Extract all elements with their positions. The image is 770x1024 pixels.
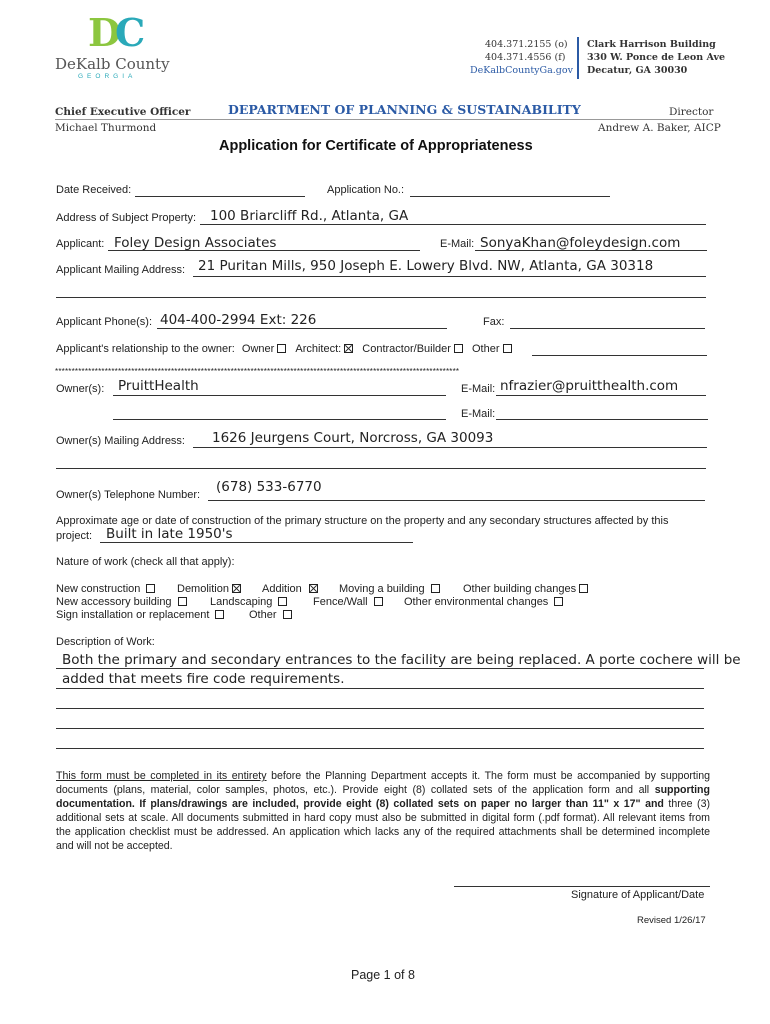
description-field-1[interactable] <box>56 668 704 669</box>
notice-part-2: three (3) additional sets at scale. All documents submitted in hard copy must also be submitted in digital form (.pdf format). All relevant items from the application checklist must be addressed. An application which lacks any of the required attachments shall be determined incomplete and will not be accepted. <box>56 798 711 852</box>
owner-email2-field[interactable] <box>496 419 708 420</box>
fax-label: Fax: <box>483 316 505 328</box>
notice-bold: supporting documentation. If plans/drawings are included, provide eight (8) collated sets on paper no larger than 11" x 17" and <box>56 784 710 810</box>
rel-architect-checkbox[interactable] <box>344 344 353 353</box>
age-value: Built in late 1950's <box>106 526 233 542</box>
header-rule <box>55 119 710 120</box>
work-new-accessory: New accessory building <box>56 596 187 608</box>
address-label: Address of Subject Property: <box>56 212 197 224</box>
work-addition: Addition <box>262 583 318 595</box>
applicant-email-value: SonyaKhan@foleydesign.com <box>480 235 681 251</box>
owner-field[interactable] <box>113 395 446 396</box>
work-landscaping: Landscaping <box>210 596 287 608</box>
work-sign: Sign installation or replacement <box>56 609 224 621</box>
work-demolition-checkbox[interactable] <box>232 584 241 593</box>
submission-notice <box>56 769 710 853</box>
owner-phone-label: Owner(s) Telephone Number: <box>56 489 201 501</box>
separator-stars: ************************************************************************************************************************** <box>55 367 460 376</box>
applicant-value: Foley Design Associates <box>114 235 277 251</box>
owner-email2-label: E-Mail: <box>461 408 496 420</box>
director-name: Andrew A. Baker, AICP <box>598 122 721 134</box>
work-sign-checkbox[interactable] <box>215 610 224 619</box>
owner-phone-value: (678) 533-6770 <box>216 479 322 495</box>
ceo-name: Michael Thurmond <box>55 122 157 134</box>
relationship-row <box>56 343 512 355</box>
applicant-mailing-label: Applicant Mailing Address: <box>56 264 186 276</box>
rel-other-checkbox[interactable] <box>503 344 512 353</box>
logo-state: GEORGIA <box>78 73 137 80</box>
work-addition-checkbox[interactable] <box>309 584 318 593</box>
owner-phone-field[interactable] <box>208 500 705 501</box>
work-other: Other <box>249 609 292 621</box>
work-landscaping-checkbox[interactable] <box>278 597 287 606</box>
application-no-label: Application No.: <box>327 184 405 196</box>
ceo-title: Chief Executive Officer <box>55 106 191 118</box>
address-building: Clark Harrison Building <box>587 39 716 50</box>
form-title: Application for Certificate of Appropriateness <box>219 138 533 154</box>
work-new-construction-checkbox[interactable] <box>146 584 155 593</box>
relationship-label: Applicant's relationship to the owner: <box>56 343 235 355</box>
logo-county-name: DeKalb County <box>55 55 170 73</box>
work-other-building: Other building changes <box>463 583 588 595</box>
work-other-env-checkbox[interactable] <box>554 597 563 606</box>
address-street: 330 W. Ponce de Leon Ave <box>587 52 726 63</box>
rel-owner-label: Owner <box>241 343 275 355</box>
rel-contractor-checkbox[interactable] <box>454 344 463 353</box>
date-received-label: Date Received: <box>56 184 132 196</box>
contact-website[interactable]: DeKalbCountyGa.gov <box>470 65 573 76</box>
rel-owner-checkbox[interactable] <box>277 344 286 353</box>
owner-value: PruittHealth <box>118 378 199 394</box>
notice-underlined: This form must be completed in its entirety <box>56 770 267 782</box>
owners-label: Owner(s): <box>56 383 105 395</box>
owner-email-value: nfrazier@pruitthealth.com <box>500 378 679 394</box>
notice-part-1: before the Planning Department accepts it. The form must be accompanied by supporting documents (plans, material, color samples, photos, etc.). Provide eight (8) collated sets of the application form and all <box>56 770 710 796</box>
revised-date: Revised 1/26/17 <box>637 915 706 926</box>
rel-other-label: Other <box>472 343 500 355</box>
applicant-mailing-field[interactable] <box>193 276 706 277</box>
applicant-mailing-field-2[interactable] <box>56 297 706 298</box>
logo-mark: DC <box>88 10 140 55</box>
description-field-4[interactable] <box>56 728 704 729</box>
work-fence-checkbox[interactable] <box>374 597 383 606</box>
address-city: Decatur, GA 30030 <box>587 65 688 76</box>
application-no-field[interactable] <box>410 196 610 197</box>
applicant-mailing-value: 21 Puritan Mills, 950 Joseph E. Lowery Blvd. NW, Atlanta, GA 30318 <box>198 258 654 274</box>
nature-label: Nature of work (check all that apply): <box>56 556 235 568</box>
description-line-2: added that meets fire code requirements. <box>62 671 345 687</box>
work-moving: Moving a building <box>339 583 440 595</box>
owner-mailing-label: Owner(s) Mailing Address: <box>56 435 185 447</box>
description-line-1: Both the primary and secondary entrances to the facility are being replaced. A porte cochere will be <box>62 652 741 668</box>
age-question: Approximate age or date of construction of the primary structure on the property and any secondary structures affected by this <box>56 515 669 527</box>
signature-field[interactable] <box>454 886 710 887</box>
owner-mailing-field[interactable] <box>193 447 707 448</box>
owner-mailing-field-2[interactable] <box>56 468 706 469</box>
address-value: 100 Briarcliff Rd., Atlanta, GA <box>210 208 409 224</box>
work-other-checkbox[interactable] <box>283 610 292 619</box>
description-field-5[interactable] <box>56 748 704 749</box>
work-other-env: Other environmental changes <box>404 596 563 608</box>
work-moving-checkbox[interactable] <box>431 584 440 593</box>
rel-contractor-label: Contractor/Builder <box>362 343 451 355</box>
owner-email-label: E-Mail: <box>461 383 496 395</box>
applicant-phone-field[interactable] <box>157 328 447 329</box>
header-divider <box>577 37 579 79</box>
work-demolition: Demolition <box>177 583 241 595</box>
description-field-2[interactable] <box>56 688 704 689</box>
project-label: project: <box>56 530 93 542</box>
owner-email-field[interactable] <box>496 395 706 396</box>
applicant-email-label: E-Mail: <box>440 238 475 250</box>
fax-field[interactable] <box>510 328 705 329</box>
work-new-construction: New construction <box>56 583 155 595</box>
owner-field-2[interactable] <box>113 419 446 420</box>
address-field[interactable] <box>200 224 706 225</box>
rel-other-field[interactable] <box>532 355 707 356</box>
work-other-building-checkbox[interactable] <box>579 584 588 593</box>
rel-architect-label: Architect: <box>295 343 342 355</box>
owner-mailing-value: 1626 Jeurgens Court, Norcross, GA 30093 <box>212 430 494 446</box>
age-field[interactable] <box>100 542 413 543</box>
work-fence: Fence/Wall <box>313 596 383 608</box>
page-number: Page 1 of 8 <box>351 968 415 982</box>
applicant-label: Applicant: <box>56 238 105 250</box>
date-received-field[interactable] <box>135 196 305 197</box>
department-name: DEPARTMENT OF PLANNING & SUSTAINABILITY <box>228 102 581 117</box>
director-title: Director <box>669 106 714 118</box>
description-field-3[interactable] <box>56 708 704 709</box>
description-label: Description of Work: <box>56 636 155 648</box>
contact-phone: 404.371.2155 (o) <box>485 39 568 50</box>
signature-label: Signature of Applicant/Date <box>571 889 705 901</box>
contact-fax: 404.371.4556 (f) <box>485 52 566 63</box>
work-new-accessory-checkbox[interactable] <box>178 597 187 606</box>
applicant-phone-value: 404-400-2994 Ext: 226 <box>160 312 317 328</box>
applicant-phone-label: Applicant Phone(s): <box>56 316 152 328</box>
